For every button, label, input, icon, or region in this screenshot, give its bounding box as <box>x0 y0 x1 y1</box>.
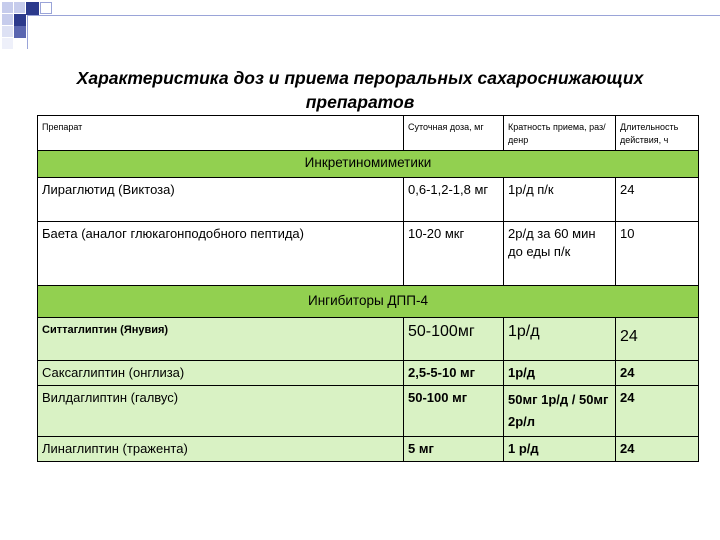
cell-frequency: 1 р/д <box>504 437 616 462</box>
cell-drug: Лираглютид (Виктоза) <box>38 178 404 222</box>
deco-square-dark-3 <box>14 26 26 38</box>
table-row <box>38 222 699 286</box>
cell-dose: 50-100 мг <box>404 386 504 437</box>
cell-duration: 10 <box>616 222 699 286</box>
cell-dose: 2,5-5-10 мг <box>404 361 504 386</box>
cell-drug: Вилдаглиптин (галвус) <box>38 386 404 437</box>
drug-table <box>37 115 699 462</box>
cell-dose: 0,6-1,2-1,8 мг <box>404 178 504 222</box>
deco-square-dark-2 <box>14 14 26 26</box>
table-row <box>38 318 699 361</box>
table-row <box>38 437 699 462</box>
table-row <box>38 386 699 437</box>
category-label: Инкретиномиметики <box>38 151 699 178</box>
cell-dose: 5 мг <box>404 437 504 462</box>
deco-square-outline <box>40 2 52 14</box>
deco-horizontal-line <box>27 15 720 16</box>
cell-dose: 50-100мг <box>404 318 504 361</box>
cell-frequency: 1р/д п/к <box>504 178 616 222</box>
table-row <box>38 361 699 386</box>
cell-duration: 24 <box>616 437 699 462</box>
table-row <box>38 178 699 222</box>
cell-dose: 10-20 мкг <box>404 222 504 286</box>
cell-duration: 24 <box>616 178 699 222</box>
category-row <box>38 286 699 318</box>
category-row <box>38 151 699 178</box>
cell-duration: 24 <box>616 361 699 386</box>
cell-frequency: 50мг 1р/д / 50мг 2р/л <box>504 386 616 437</box>
table-header-row <box>38 116 699 151</box>
deco-square-light-5 <box>2 38 13 49</box>
cell-frequency: 1р/д <box>504 361 616 386</box>
header-daily-dose: Суточная доза, мг <box>404 116 504 151</box>
cell-drug: Ситтаглиптин (Янувия) <box>38 318 404 361</box>
category-label: Ингибиторы ДПП-4 <box>38 286 699 318</box>
cell-frequency: 2р/д за 60 мин до еды п/к <box>504 222 616 286</box>
header-drug: Препарат <box>38 116 404 151</box>
deco-square-dark-1 <box>26 2 39 15</box>
page-title: Характеристика доз и приема пероральных сахароснижающих препаратов <box>76 68 644 112</box>
deco-square-light-1 <box>2 2 13 13</box>
header-frequency: Кратность приема, раз/денр <box>504 116 616 151</box>
cell-frequency: 1р/д <box>504 318 616 361</box>
cell-drug: Саксаглиптин (онглиза) <box>38 361 404 386</box>
deco-vertical-line <box>27 15 28 49</box>
cell-drug: Баета (аналог глюкагонподобного пептида) <box>38 222 404 286</box>
deco-square-light-3 <box>2 14 13 25</box>
cell-drug: Линаглиптин (тражента) <box>38 437 404 462</box>
deco-square-light-2 <box>14 2 25 13</box>
cell-duration: 24 <box>616 386 699 437</box>
header-duration: Длительность действия, ч <box>616 116 699 151</box>
deco-square-light-4 <box>2 26 13 37</box>
cell-duration: 24 <box>616 318 699 361</box>
